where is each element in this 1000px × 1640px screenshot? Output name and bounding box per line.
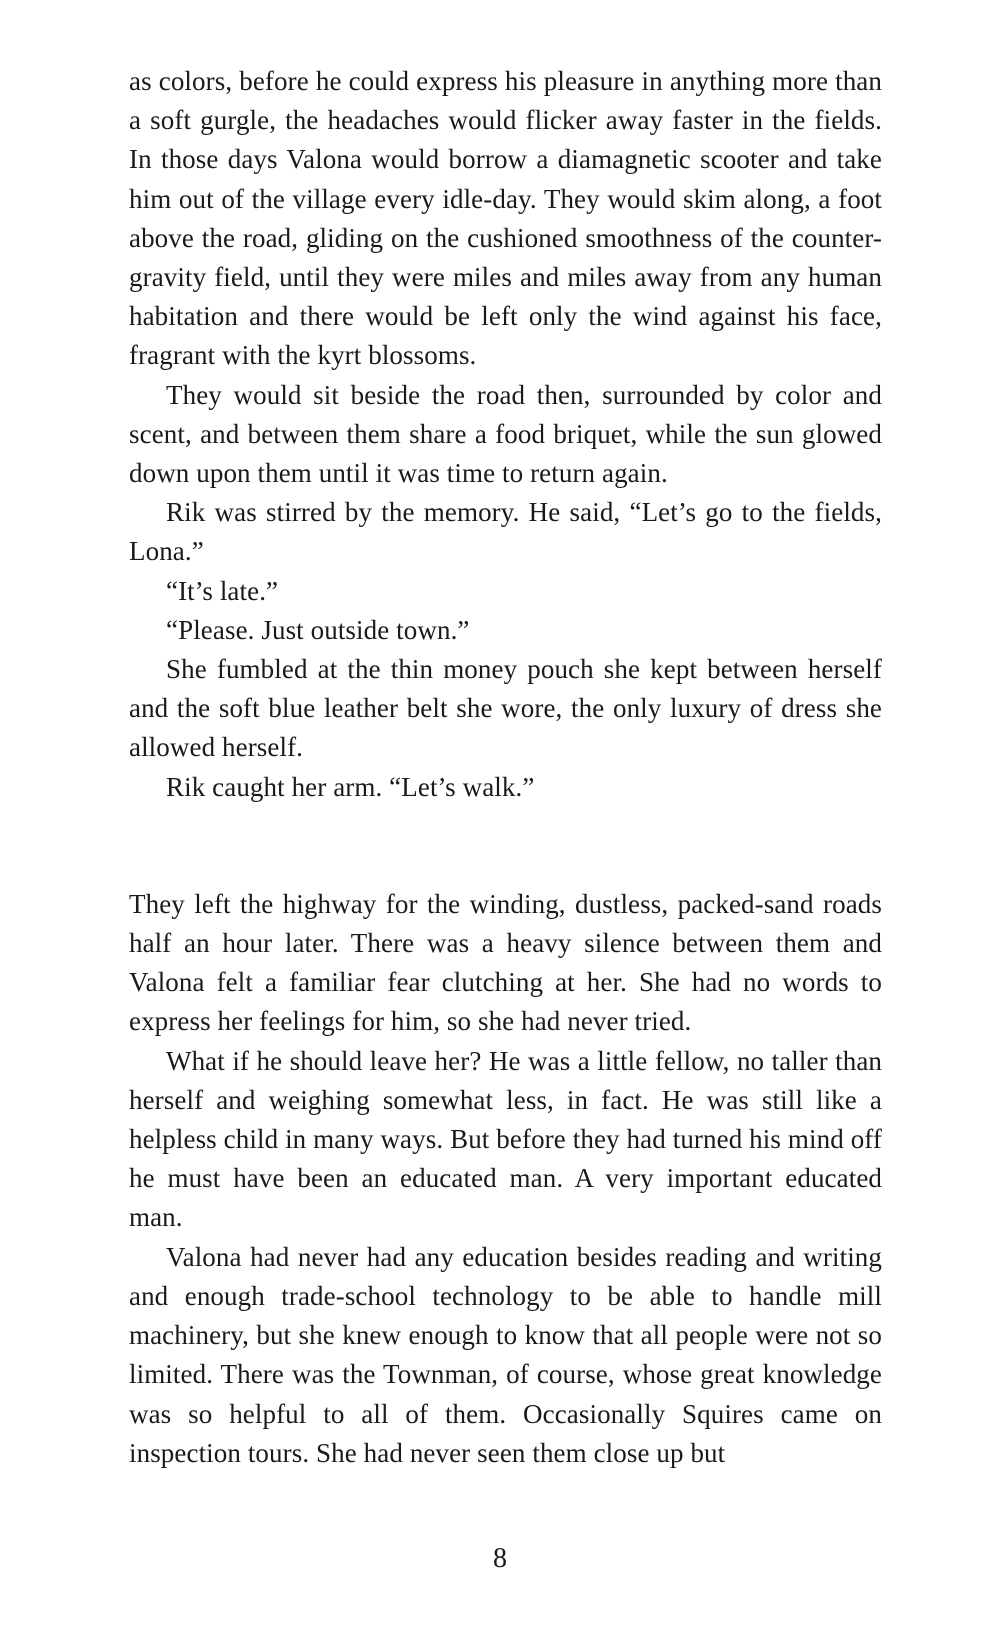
paragraph: Rik was stirred by the memory. He said, “Let’s go to the fields, Lona.”	[129, 497, 882, 567]
paragraph: as colors, before he could express his pleasure in anything more than a soft gurgle, the headaches would flicker away faster in the fields. In those days Valona would borrow a diamagnetic scooter and take him out of the village every idle-day. They would skim along, a foot above the road, gliding on the cushioned smoothness of the counter-gravity field, until they were miles and miles away from any human habitation and there would be left only the wind against his face, fragrant with the kyrt blossoms.	[129, 66, 882, 371]
paragraph: “Please. Just outside town.”	[166, 614, 470, 645]
paragraph: Rik caught her arm. “Let’s walk.”	[166, 771, 535, 802]
paragraph: They left the highway for the winding, dustless, packed-sand roads half an hour later. There was a heavy silence between them and Valona felt a familiar fear clutching at her. She had no words to express her feelings for him, so she had never tried.	[129, 888, 882, 1037]
paragraph: She fumbled at the thin money pouch she kept between herself and the soft blue leather belt she wore, the only luxury of dress she allowed herself.	[129, 654, 882, 763]
paragraph: “It’s late.”	[166, 575, 279, 606]
paragraph: What if he should leave her? He was a little fellow, no taller than herself and weighing somewhat less, in fact. He was still like a helpless child in many ways. But before they had turned his mind off he must have been an educated man. A very important educated man.	[129, 1045, 882, 1233]
paragraph: They would sit beside the road then, surrounded by color and scent, and between them share a food briquet, while the sun glowed down upon them until it was time to return again.	[129, 379, 882, 489]
page-number: 8	[493, 1543, 507, 1574]
paragraph: Valona had never had any education besides reading and writing and enough trade-school technology to be able to handle mill machinery, but she knew enough to know that all people were not so limited. There was the Townman, of course, whose great knowledge was so helpful to all of them. Occasionally Squires came on inspection tours. She had never seen them close up but	[129, 1241, 882, 1468]
page-body	[129, 62, 882, 1473]
section-break	[129, 807, 882, 885]
